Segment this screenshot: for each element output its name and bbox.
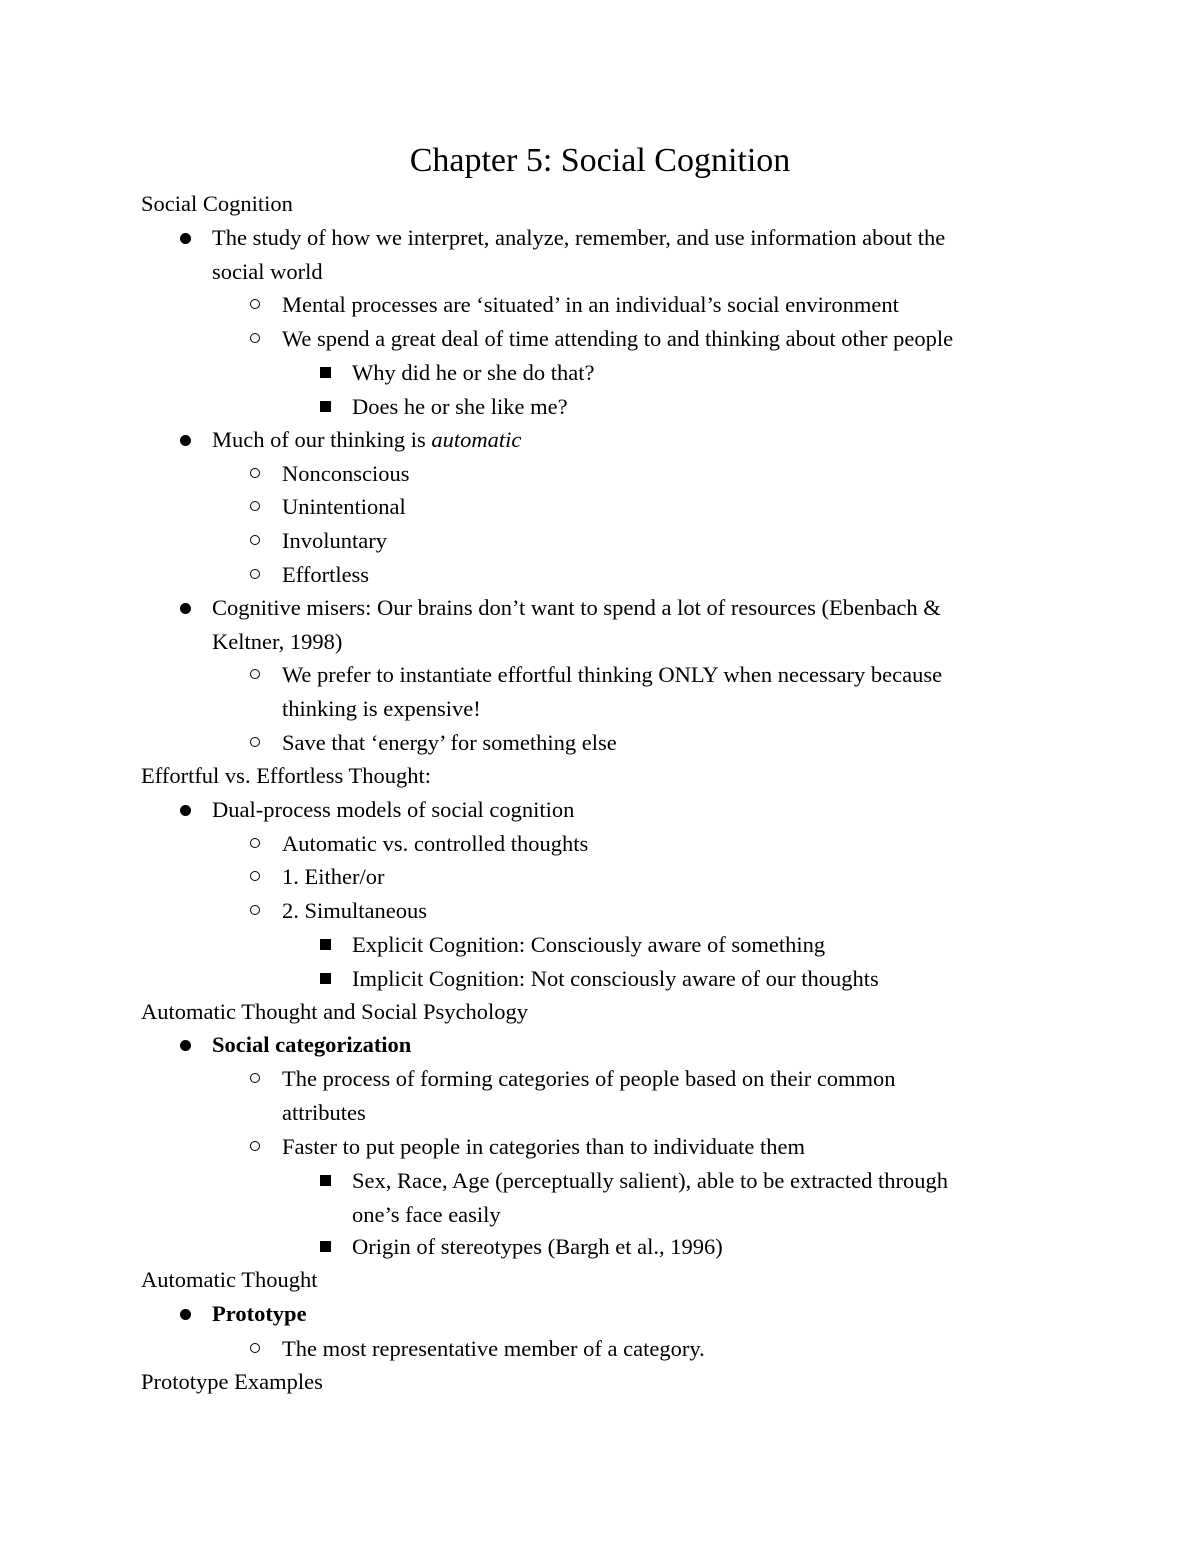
list-item: Why did he or she do that?: [352, 360, 595, 385]
list-item: 2. Simultaneous: [282, 898, 427, 923]
bold-term: Prototype: [212, 1301, 307, 1326]
list-item: Implicit Cognition: Not consciously aware of our thoughts: [352, 966, 879, 991]
circle-bullet-icon: [250, 299, 260, 309]
list-item-continuation: attributes: [282, 1100, 366, 1125]
section-heading: Automatic Thought and Social Psychology: [141, 999, 529, 1024]
section-heading: Social Cognition: [141, 191, 293, 216]
disc-bullet-icon: [180, 233, 191, 244]
page-title: Chapter 5: Social Cognition: [409, 142, 791, 179]
circle-bullet-icon: [250, 468, 260, 478]
emphasis-text: automatic: [431, 427, 522, 452]
list-item: [212, 1297, 307, 1331]
list-item-text: Much of our thinking is: [212, 427, 432, 452]
circle-bullet-icon: [250, 871, 260, 881]
list-item: The process of forming categories of people based on their common: [282, 1066, 896, 1091]
section-heading: Automatic Thought: [141, 1267, 318, 1292]
list-item: Save that ‘energy’ for something else: [282, 730, 617, 755]
list-item: Cognitive misers: Our brains don’t want to spend a lot of resources (Ebenbach &: [212, 595, 941, 620]
circle-bullet-icon: [250, 905, 260, 915]
list-item: We prefer to instantiate effortful thinking ONLY when necessary because: [282, 662, 943, 687]
list-item-continuation: thinking is expensive!: [282, 696, 481, 721]
list-item: Unintentional: [282, 494, 406, 519]
list-item-continuation: Keltner, 1998): [212, 629, 343, 654]
circle-bullet-icon: [250, 1073, 260, 1083]
list-item: Explicit Cognition: Consciously aware of something: [352, 932, 826, 957]
list-item: Dual-process models of social cognition: [212, 797, 575, 822]
list-item: [212, 423, 521, 457]
bold-term: Social categorization: [212, 1032, 412, 1057]
list-item: Effortless: [282, 562, 370, 587]
circle-bullet-icon: [250, 1141, 260, 1151]
section-heading: Effortful vs. Effortless Thought:: [141, 763, 431, 788]
list-item: Involuntary: [282, 528, 387, 553]
list-item: Sex, Race, Age (perceptually salient), able to be extracted through: [352, 1168, 949, 1193]
circle-bullet-icon: [250, 737, 260, 747]
list-item: Does he or she like me?: [352, 394, 568, 419]
circle-bullet-icon: [250, 501, 260, 511]
list-item: Mental processes are ‘situated’ in an individual’s social environment: [282, 292, 899, 317]
square-bullet-icon: [320, 401, 331, 412]
circle-bullet-icon: [250, 838, 260, 848]
square-bullet-icon: [320, 939, 331, 950]
circle-bullet-icon: [250, 535, 260, 545]
circle-bullet-icon: [250, 1343, 260, 1353]
list-item: We spend a great deal of time attending to and thinking about other people: [282, 326, 954, 351]
list-item: Origin of stereotypes (Bargh et al., 1996): [352, 1234, 723, 1259]
square-bullet-icon: [320, 1241, 331, 1252]
disc-bullet-icon: [180, 1309, 191, 1320]
list-item-continuation: social world: [212, 259, 323, 284]
circle-bullet-icon: [250, 669, 260, 679]
disc-bullet-icon: [180, 435, 191, 446]
disc-bullet-icon: [180, 805, 191, 816]
list-item: The most representative member of a category.: [282, 1336, 705, 1361]
square-bullet-icon: [320, 367, 331, 378]
circle-bullet-icon: [250, 333, 260, 343]
list-item: Faster to put people in categories than to individuate them: [282, 1134, 805, 1159]
section-heading: Prototype Examples: [141, 1369, 323, 1394]
circle-bullet-icon: [250, 569, 260, 579]
list-item: [212, 1028, 411, 1062]
disc-bullet-icon: [180, 1040, 191, 1051]
list-item: The study of how we interpret, analyze, remember, and use information about the: [212, 225, 946, 250]
list-item-continuation: one’s face easily: [352, 1202, 501, 1227]
list-item: Automatic vs. controlled thoughts: [282, 831, 589, 856]
list-item: 1. Either/or: [282, 864, 385, 889]
list-item: Nonconscious: [282, 461, 410, 486]
disc-bullet-icon: [180, 603, 191, 614]
square-bullet-icon: [320, 973, 331, 984]
square-bullet-icon: [320, 1175, 331, 1186]
